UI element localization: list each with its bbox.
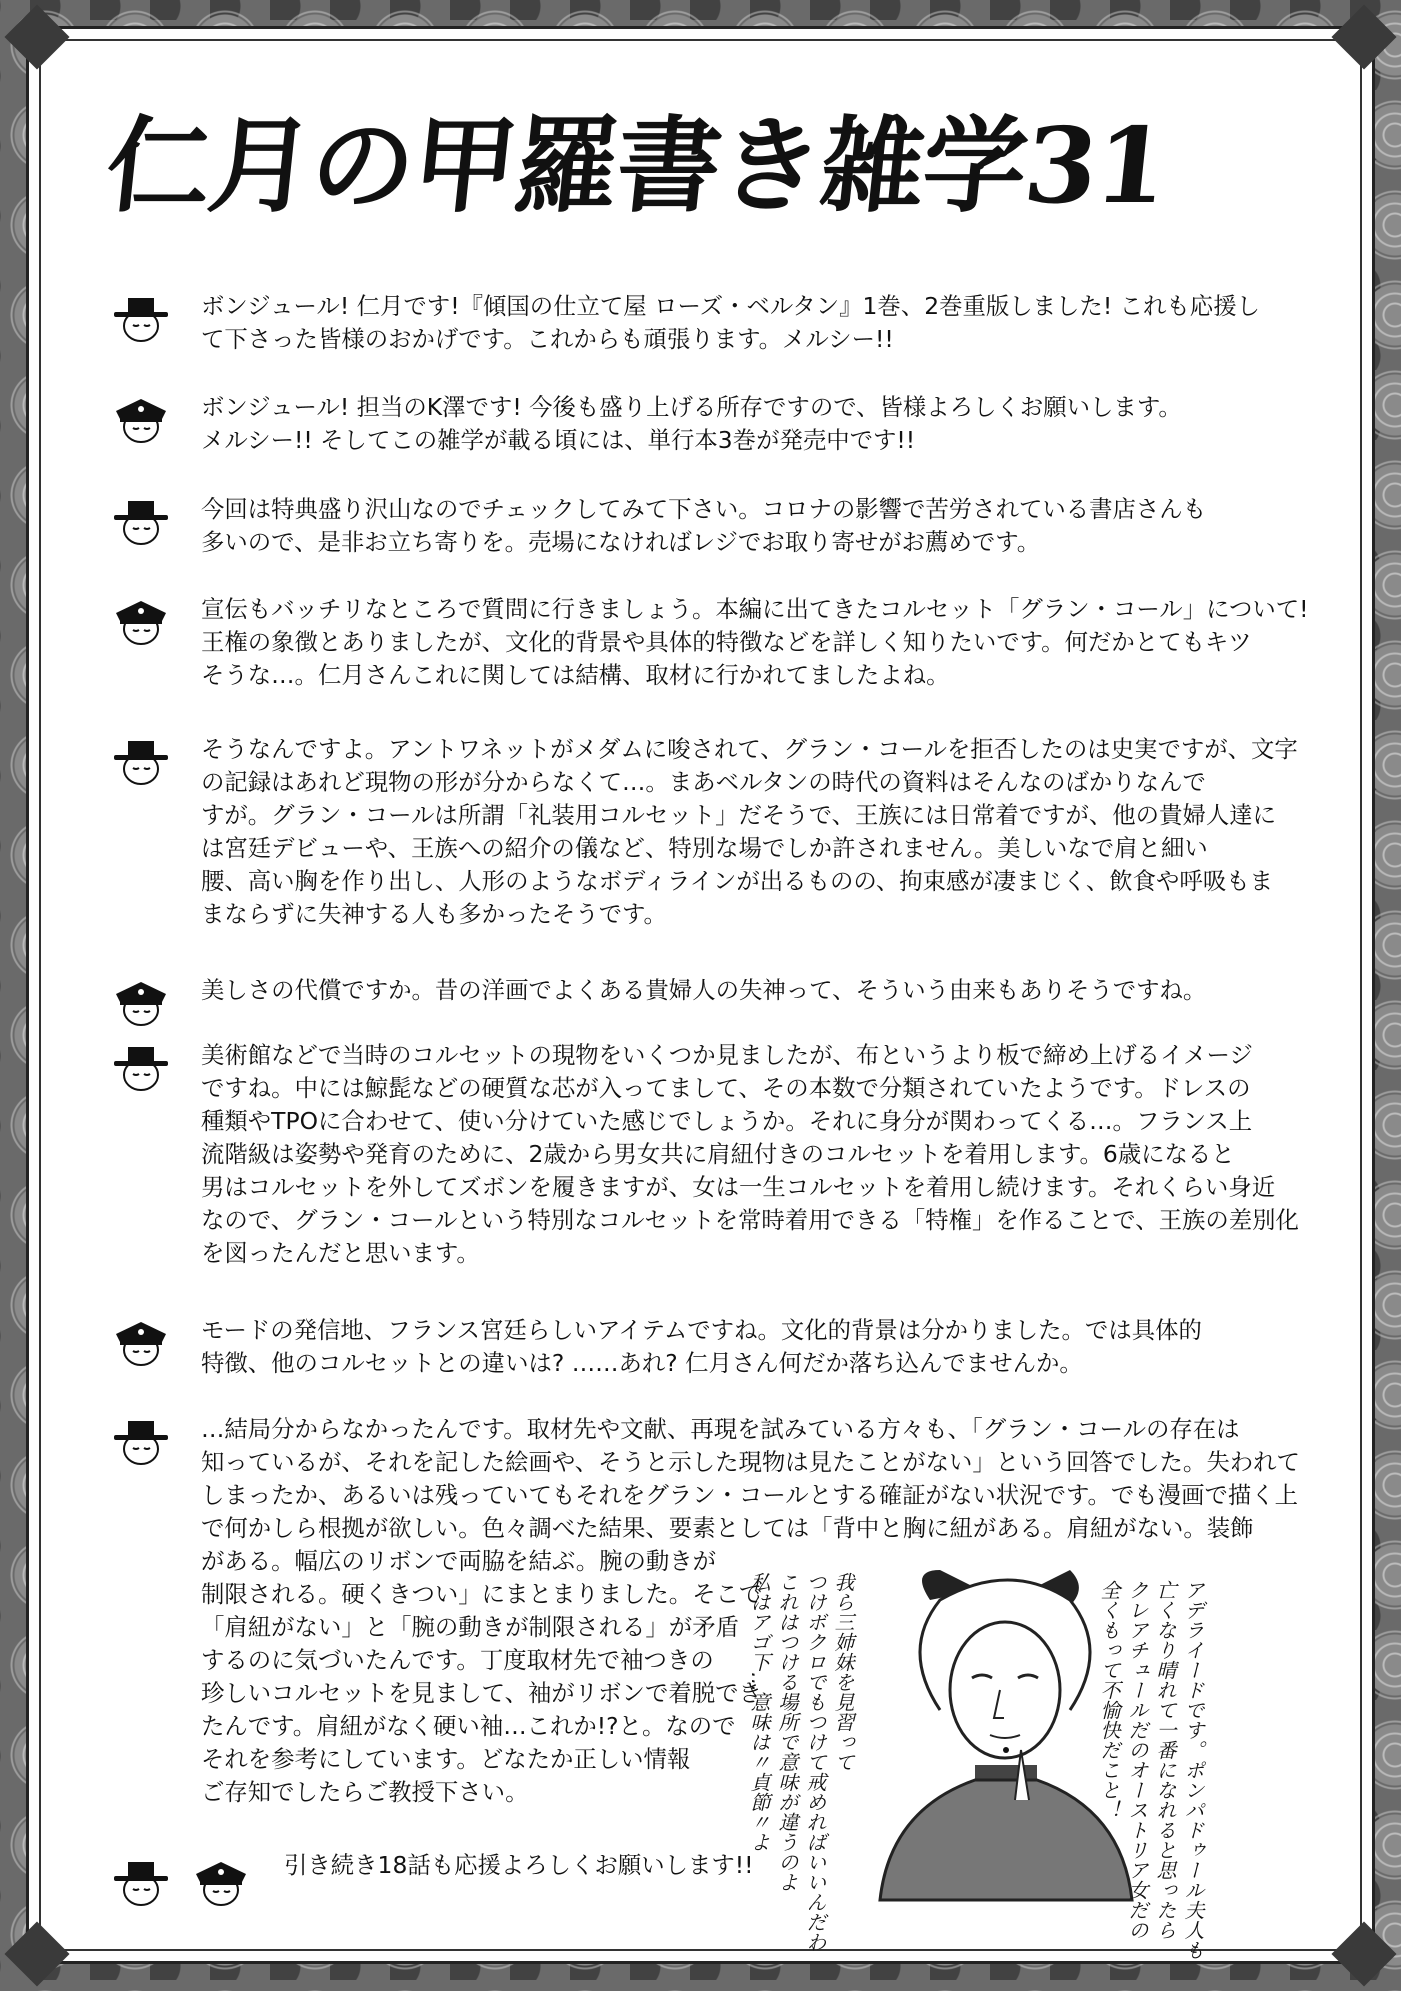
dialogue-paragraph: [201, 593, 1309, 692]
text-line: ですね。中には鯨髭などの硬質な芯が入ってまして、その本数で分類されていたようです。ドレスの: [201, 1074, 1251, 1102]
officer-cap-man-icon: [110, 976, 172, 1028]
text-line: 今回は特典盛り沢山なのでチェックしてみて下さい。コロナの影響で苦労されている書店さんも: [201, 495, 1207, 523]
text-line: は宮廷デビューや、王族への紹介の儀など、特別な場でしか許されません。美しいなで肩と細い: [201, 834, 1208, 862]
text-line: 男はコルセットを外してズボンを履きますが、女は一生コルセットを着用し続けます。それくらい身近: [201, 1173, 1276, 1201]
handwritten-note-left: [745, 1572, 857, 1952]
text-line: 腰、高い胸を作り出し、人形のようなボディラインが出るものの、拘束感が凄まじく、飲食や呼吸もま: [201, 867, 1273, 895]
dialogue-paragraph: [201, 974, 1206, 1007]
dialogue-paragraph: [201, 493, 1206, 559]
note-line: 亡くなり晴れて一番になれると思ったら: [1153, 1580, 1177, 1940]
text-line: 美しさの代償ですか。昔の洋画でよくある貴婦人の失神って、そういう由来もありそうですね。: [201, 976, 1207, 1004]
text-line: 知っているが、それを記した絵画や、そうと示した現物は見たことがない」という回答でした。失われて: [201, 1448, 1300, 1476]
text-line: すが。グラン・コールは所謂「礼装用コルセット」だそうで、王族には日常着ですが、他の貴婦人達に: [201, 801, 1277, 829]
note-line: クレアチュールだのオーストリア女だの: [1125, 1580, 1149, 1940]
officer-cap-man-icon: [110, 595, 172, 647]
note-line: 我ら三姉妹を見習って: [831, 1572, 855, 1772]
text-line: モードの発信地、フランス宮廷らしいアイテムですね。文化的背景は分かりました。では具体的: [201, 1316, 1202, 1344]
text-line: 「肩紐がない」と「腕の動きが制限される」が矛盾: [201, 1613, 739, 1641]
note-line: これはつける場所で意味が違うのよ: [775, 1572, 799, 1892]
text-line: ボンジュール! 担当のK澤です! 今後も盛り上げる所存ですので、皆様よろしくお願いします。: [201, 393, 1182, 421]
text-line: て下さった皆様のおかげです。これからも頑張ります。メルシー!!: [201, 325, 894, 353]
text-line: そうなんですよ。アントワネットがメダムに唆されて、グラン・コールを拒否したのは史実ですが、文字: [201, 735, 1298, 763]
note-line: アデライードです。ポンパドゥール夫人も: [1181, 1580, 1205, 1960]
officer-cap-man-icon: [110, 393, 172, 445]
text-line: まならずに失神する人も多かったそうです。: [201, 900, 667, 928]
text-line: 美術館などで当時のコルセットの現物をいくつか見ましたが、布というより板で締め上げるイメージ: [201, 1041, 1253, 1069]
text-line: するのに気づいたんです。丁度取材先で袖つきの: [201, 1646, 714, 1674]
dialogue-paragraph: [201, 391, 1182, 457]
text-line: それを参考にしています。どなたか正しい情報: [201, 1745, 691, 1773]
hat-man-icon: [110, 735, 172, 787]
hat-man-icon: [110, 1041, 172, 1093]
note-line: つけボクロでもつけて戒めればいいんだわ: [803, 1572, 827, 1952]
hat-man-icon: [110, 1856, 172, 1908]
dialogue-paragraph: [201, 1039, 1299, 1270]
dialogue-paragraph: [201, 1314, 1202, 1380]
text-line: ボンジュール! 仁月です!『傾国の仕立て屋 ローズ・ベルタン』1巻、2巻重版しました! これも応援し: [201, 292, 1260, 320]
text-line: 宣伝もバッチリなところで質問に行きましょう。本編に出てきたコルセット「グラン・コール」について!: [201, 595, 1309, 623]
text-line: メルシー!! そしてこの雑学が載る頃には、単行本3巻が発売中です!!: [201, 426, 916, 454]
note-line: 全くもって不愉快だこと！: [1097, 1580, 1121, 1820]
text-line: の記録はあれど現物の形が分からなくて…。まあベルタンの時代の資料はそんなのばかりなんで: [201, 768, 1206, 796]
text-line: 多いので、是非お立ち寄りを。売場になければレジでお取り寄せがお薦めです。: [201, 528, 1041, 556]
page-title: 仁月の甲羅書き雑学31: [100, 104, 1173, 227]
dialogue-paragraph: [201, 733, 1298, 931]
text-line: 制限される。硬くきつい」にまとまりました。そこで: [201, 1580, 763, 1608]
officer-cap-man-icon: [110, 1316, 172, 1368]
text-line: なので、グラン・コールという特別なコルセットを常時着用できる「特権」を作ることで、王族の差別化: [201, 1206, 1299, 1234]
dialogue-paragraph: [201, 290, 1260, 356]
text-line: を図ったんだと思います。: [201, 1239, 480, 1267]
officer-cap-man-icon: [190, 1856, 252, 1908]
text-line: 珍しいコルセットを見まして、袖がリボンで着脱でき: [201, 1679, 762, 1707]
hat-man-icon: [110, 1415, 172, 1467]
text-line: しまったか、あるいは残っていてもそれをグラン・コールとする確証がない状況です。でも漫画で描く上: [201, 1481, 1299, 1509]
text-line: ご存知でしたらご教授下さい。: [201, 1778, 529, 1806]
text-line: たんです。肩紐がなく硬い袖…これか!?と。なので: [201, 1712, 736, 1740]
text-line: 特徴、他のコルセットとの違いは? ……あれ? 仁月さん何だか落ち込んでませんか。: [201, 1349, 1083, 1377]
text-line: …結局分からなかったんです。取材先や文献、再現を試みている方々も、「グラン・コールの存在は: [201, 1415, 1240, 1443]
text-line: そうな…。仁月さんこれに関しては結構、取材に行かれてましたよね。: [201, 661, 950, 689]
text-line: 種類やTPOに合わせて、使い分けていた感じでしょうか。それに身分が関わってくる…。フランス上: [201, 1107, 1253, 1135]
text-line: 王権の象徴とありましたが、文化的背景や具体的特徴などを詳しく知りたいです。何だかとてもキツ: [201, 628, 1252, 656]
text-line: で何かしら根拠が欲しい。色々調べた結果、要素としては「背中と胸に紐がある。肩紐がない。装飾: [201, 1514, 1254, 1542]
hat-man-icon: [110, 495, 172, 547]
note-line: 私はアゴ下…意味は〃貞節〃よ: [747, 1572, 771, 1852]
handwritten-note-right: [1095, 1580, 1207, 1960]
text-line: がある。幅広のリボンで両脇を結ぶ。腕の動きが: [201, 1547, 717, 1575]
hat-man-icon: [110, 292, 172, 344]
text-line: 流階級は姿勢や発育のために、2歳から男女共に肩紐付きのコルセットを着用します。6歳になると: [201, 1140, 1235, 1168]
closing-text: 引き続き18話も応援よろしくお願いします!!: [284, 1851, 754, 1879]
